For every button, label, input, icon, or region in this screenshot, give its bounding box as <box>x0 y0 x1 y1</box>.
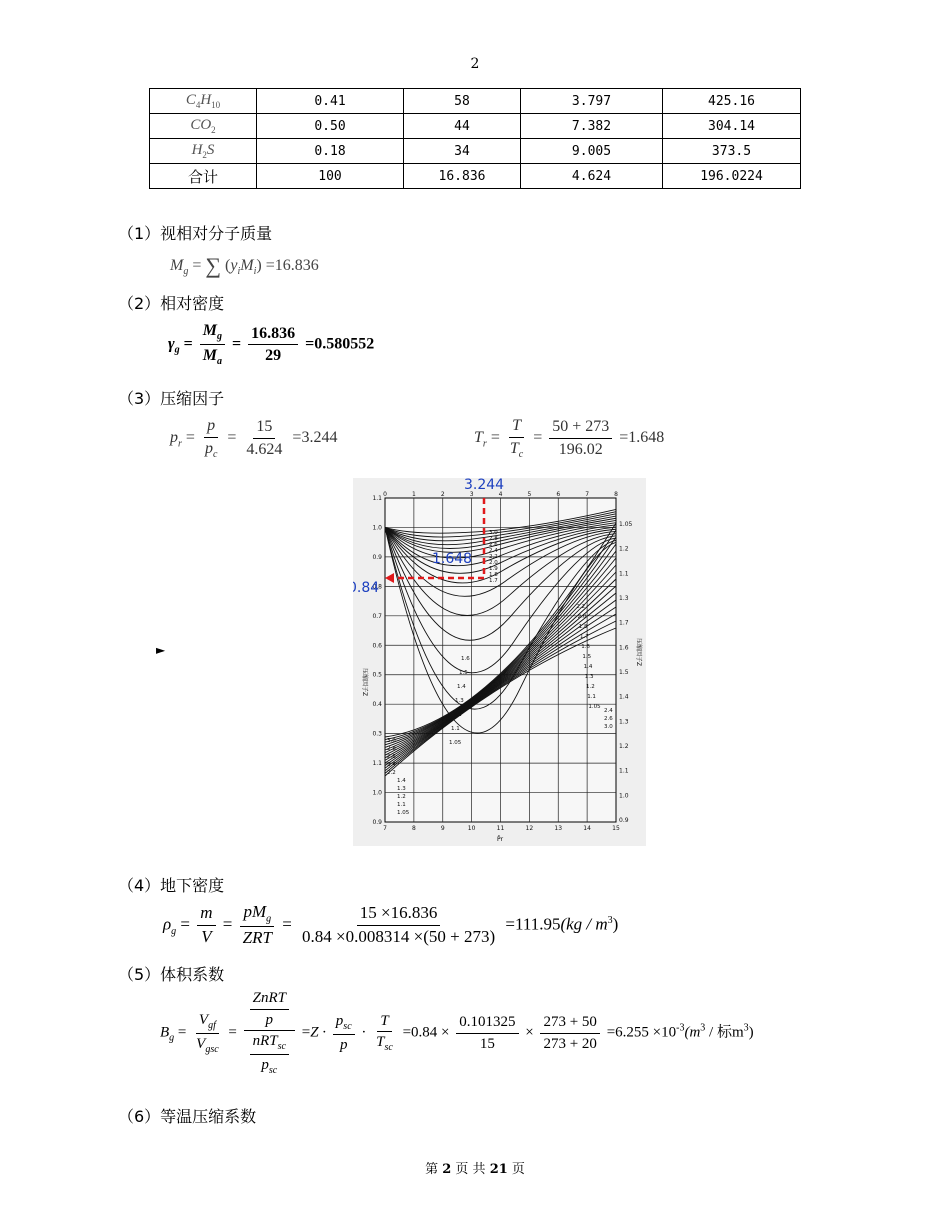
top-tick-label: 5 <box>527 491 532 498</box>
left-tick-label: 0.9 <box>372 553 382 561</box>
lower-curve-label: 1.05 <box>397 810 410 816</box>
compressibility-chart-image <box>353 478 646 846</box>
right-curve-label: 2.6 <box>604 716 613 722</box>
bottom-tick-label: 10 <box>467 825 476 832</box>
table-row <box>150 139 801 164</box>
table-cell-c4: 373.5 <box>663 139 801 164</box>
table-cell-c1: 0.18 <box>257 139 404 164</box>
tr-curve-label: 1.7 <box>489 578 498 584</box>
bottom-tick-label: 11 <box>496 825 505 832</box>
left-tick-label: 1.0 <box>372 789 382 797</box>
equation-3a: $p_r$ = $\frac{p}{p_c}$ = $\frac{15}{4.624}$ =3.244 <box>170 417 338 460</box>
right-curve-label: 1.4 <box>583 664 593 670</box>
top-tick-label: 2 <box>440 491 445 498</box>
table-total-row <box>150 164 801 189</box>
section-5-heading: （5）体积系数 <box>118 965 225 984</box>
right-tick-label: 1.0 <box>619 792 629 800</box>
tr-curve-label: 1.05 <box>449 740 462 746</box>
lower-curve-label: 1.4 <box>397 778 406 784</box>
right-tick-label: 1.1 <box>619 570 629 578</box>
table-cell-c2: 44 <box>404 114 521 139</box>
right-curve-label: 3.0 <box>604 724 613 730</box>
right-curve-label: 1.2 <box>586 684 595 690</box>
top-tick-label: 1 <box>411 491 416 498</box>
composition-table <box>149 88 801 189</box>
right-tick-label: 1.4 <box>619 693 629 701</box>
right-tick-label: 1.7 <box>619 619 629 627</box>
total-c1: 100 <box>257 164 404 189</box>
table-cell-c4: 425.16 <box>663 89 801 114</box>
bottom-tick-label: 15 <box>612 825 620 832</box>
section-2-heading: （2）相对密度 <box>118 294 225 313</box>
left-tick-label: 1.1 <box>372 495 382 502</box>
right-tick-label: 1.6 <box>619 644 629 652</box>
section-6-heading: （6）等温压缩系数 <box>118 1107 257 1126</box>
right-tick-label: 1.3 <box>619 595 629 602</box>
left-tick-label: 1.1 <box>372 760 382 768</box>
top-tick-label: 3 <box>469 491 474 498</box>
tr-curve-label: 3.0 <box>489 530 498 536</box>
left-tick-label: 0.4 <box>372 701 382 709</box>
right-tick-label: 1.3 <box>619 718 629 726</box>
lower-curve-label: 1.1 <box>397 802 406 808</box>
equation-4: $\rho_g$ = $\frac{m}{V}$ = $\frac{pM_g}{\text{ZRT}}$ = $\frac{15 \times 16.836}{0.84 \times 0.008314 \times(50 + 273)}$ $=111.95(kg / m^3)$ <box>163 902 619 948</box>
left-tick-label: 0.9 <box>372 819 382 826</box>
bottom-tick-label: 13 <box>554 825 563 832</box>
table-cell-c4: 304.14 <box>663 114 801 139</box>
bottom-tick-label: 8 <box>411 825 416 832</box>
total-c3: 4.624 <box>521 164 663 189</box>
bullet-marker: ► <box>156 643 166 657</box>
right-curve-label: 1.1 <box>587 694 596 700</box>
total-c2: 16.836 <box>404 164 521 189</box>
lower-curve-label: 1.2 <box>397 794 406 800</box>
equation-1: $M_g$ = ∑ $(y_iM_i) =16.836$ <box>170 253 319 278</box>
right-curve-label: 2.4 <box>604 708 613 714</box>
tr-curve-label: 2.0 <box>489 560 498 566</box>
table-row <box>150 114 801 139</box>
equation-5: $B_g$ = $\frac{V_{gf}}{V_{gsc}}$ = $\frac{\frac{\text{ZnRT}}{p}}{\frac{nRT_{sc}}{p_{sc}}}$ =Z · $\frac{p_{sc}}{p}$ · $\frac{T}{T_{sc}}$ =0.84 × $\frac{0.101325}{15}$ × $\frac{273 + 50}{273 + 20}$ $=6.255 \times 10^{-3}(m^3$ / 标$m^3$) <box>160 990 754 1076</box>
left-axis-label: 压缩因子Z <box>361 668 368 697</box>
table-cell-c1: 0.50 <box>257 114 404 139</box>
tr-curve-label: 1.4 <box>457 684 466 690</box>
table-cell-c2: 58 <box>404 89 521 114</box>
pr-value-label: 3.244 <box>464 478 505 493</box>
section-1-heading: （1）视相对分子质量 <box>118 224 273 243</box>
table-row <box>150 89 801 114</box>
bottom-tick-label: 14 <box>583 825 591 832</box>
left-tick-label: 0.6 <box>372 642 382 650</box>
lower-curve-label: 2.8 <box>387 746 396 752</box>
right-curve-label: 2.0 <box>577 614 587 620</box>
formula-cell: $CO_2$ <box>150 114 257 139</box>
bottom-tick-label: 9 <box>440 825 445 832</box>
right-tick-label: 0.9 <box>619 817 629 824</box>
bottom-tick-label: 7 <box>383 825 387 832</box>
bottom-axis-label: P̄r <box>496 836 504 843</box>
right-axis-label: 压缩因子Z <box>635 638 642 667</box>
top-tick-label: 6 <box>556 491 561 498</box>
top-tick-label: 0 <box>383 491 387 498</box>
formula-cell: $H_2S$ <box>150 139 257 164</box>
total-label: 合计 <box>150 164 257 189</box>
formula-cell: $C_4H_{10}$ <box>150 89 257 114</box>
total-c4: 196.0224 <box>663 164 801 189</box>
tr-curve-label: 1.5 <box>459 670 468 676</box>
tr-curve-label: 1.3 <box>455 698 464 704</box>
lower-curve-label: 2.6 <box>387 754 396 760</box>
right-curve-label: 1.7 <box>580 634 589 640</box>
z-value-label: .84 <box>356 580 380 596</box>
page-footer: 第 2 页 共 21 页 <box>425 1162 525 1177</box>
left-tick-label: 1.0 <box>372 524 382 532</box>
right-curve-label: 2.2 <box>576 604 586 610</box>
right-curve-label: 1.3 <box>584 674 594 680</box>
tr-curve-label: 1.6 <box>461 656 470 662</box>
tr-curve-label: 1.8 <box>489 572 498 578</box>
right-curve-label: 1.05 <box>588 704 601 710</box>
tr-curve-label: 2.4 <box>489 548 498 554</box>
right-curve-label: 1.6 <box>581 644 590 650</box>
tr-curve-label: 2.6 <box>489 542 498 548</box>
equation-2: $\gamma_g$ = $\frac{M_g}{M_a}$ = $\frac{16.836}{29}$ =0.580552 <box>168 322 375 368</box>
lower-curve-label: 2.2 <box>387 770 396 776</box>
lower-curve-label: 1.3 <box>397 786 406 792</box>
left-tick-label: 0.7 <box>372 612 382 620</box>
right-tick-label: 1.2 <box>619 743 629 750</box>
right-tick-label: 1.05 <box>619 521 633 528</box>
table-cell-c3: 7.382 <box>521 114 663 139</box>
top-tick-label: 4 <box>498 491 503 498</box>
right-curve-label: 1.8 <box>578 624 588 630</box>
equation-3b: $T_r$ = $\frac{T}{T_c}$ = $\frac{50 + 273}{196.02}$ =1.648 <box>474 417 665 460</box>
top-tick-label: 8 <box>614 491 618 498</box>
page-number-top: 2 <box>470 56 480 72</box>
compressibility-chart-svg <box>353 478 646 846</box>
section-3-heading: （3）压缩因子 <box>118 389 225 408</box>
left-tick-label: 0.3 <box>372 730 382 738</box>
table-cell-c1: 0.41 <box>257 89 404 114</box>
tr-curve-label: 1.2 <box>453 712 462 718</box>
top-tick-label: 7 <box>585 491 590 498</box>
lower-curve-label: 3.0 <box>387 738 396 744</box>
lower-curve-label: 2.4 <box>387 762 396 768</box>
right-tick-label: 1.2 <box>619 545 629 553</box>
tr-curve-label: 2.8 <box>489 536 498 542</box>
right-tick-label: 1.5 <box>619 669 629 676</box>
left-tick-label: 0.8 <box>372 583 382 591</box>
table-cell-c3: 9.005 <box>521 139 663 164</box>
right-tick-label: 1.1 <box>619 767 629 775</box>
left-tick-label: 0.5 <box>372 671 382 679</box>
tr-curve-label: 1.1 <box>451 726 460 732</box>
section-4-heading: （4）地下密度 <box>118 876 225 895</box>
tr-curve-label: 1.9 <box>489 566 498 572</box>
bottom-tick-label: 12 <box>525 825 534 832</box>
table-cell-c2: 34 <box>404 139 521 164</box>
table-cell-c3: 3.797 <box>521 89 663 114</box>
tr-curve-label: 2.2 <box>489 554 498 560</box>
right-curve-label: 1.5 <box>582 654 592 660</box>
tr-value-label: 1.648 <box>432 551 473 567</box>
